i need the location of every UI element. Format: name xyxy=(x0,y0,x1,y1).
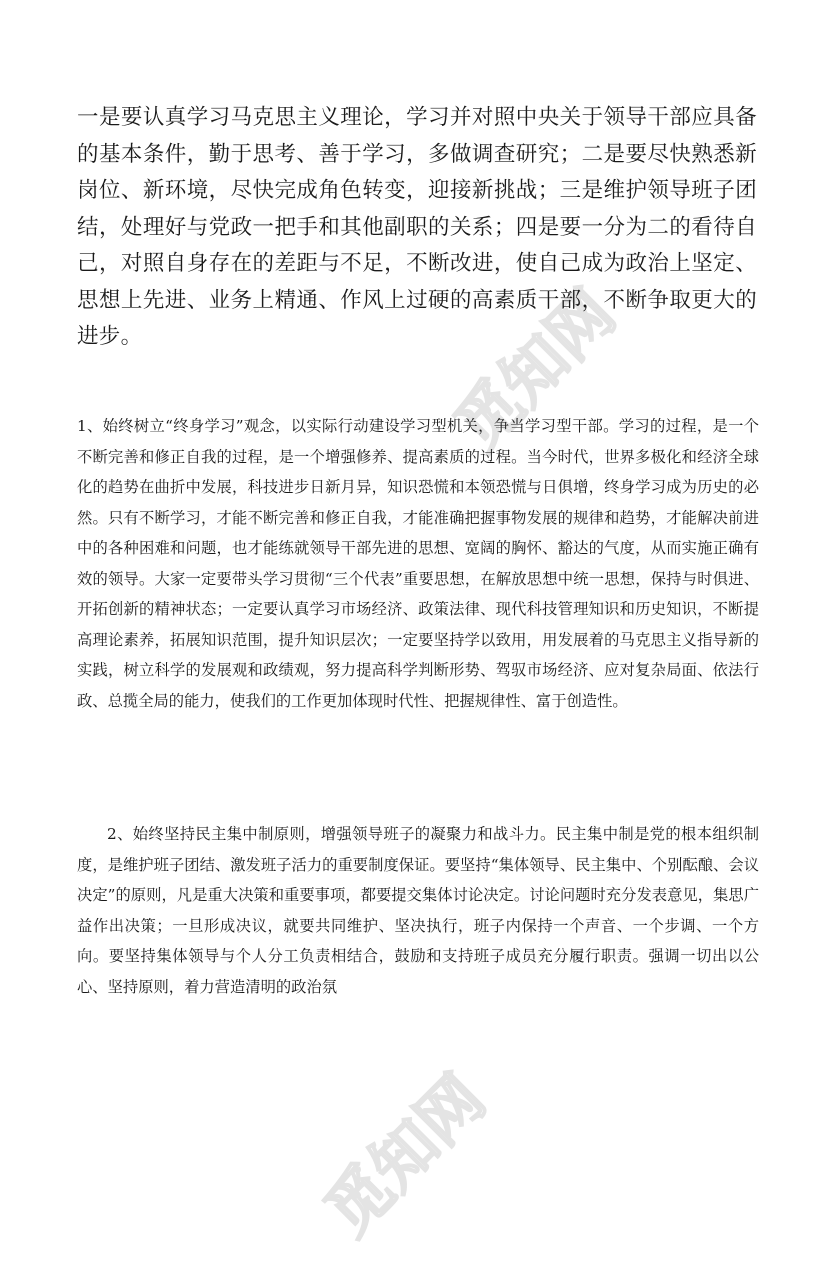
section-2-paragraph: 2、始终坚持民主集中制原则，增强领导班子的凝聚力和战斗力。民主集中制是党的根本组织制度，是维护班子团结、激发班子活力的重要制度保证。要坚持“集体领导、民主集中、个别酝酿、会议决定”的原则，凡是重大决策和重要事项，都要提交集体讨论决定。讨论问题时充分发表意见，集思广益作出决策；一旦形成决议，就要共同维护、坚决执行，班子内保持一个声音、一个步调、一个方向。要坚持集体领导与个人分工负责相结合，鼓励和支持班子成员充分履行职责。强调一切出以公心、坚持原则，着力营造清明的政治氛 xyxy=(77,825,759,996)
intro-paragraph: 一是要认真学习马克思主义理论，学习并对照中央关于领导干部应具备的基本条件，勤于思考、善于学习，多做调查研究；二是要尽快熟悉新岗位、新环境，尽快完成角色转变，迎接新挑战；三是维护领导班子团结，处理好与党政一把手和其他副职的关系；四是要一分为二的看待自己，对照自身存在的差距与不足，不断改进，使自己成为政治上坚定、思想上先进、业务上精通、作风上过硬的高素质干部，不断争取更大的进步。 xyxy=(77,105,757,349)
watermark-text: 觅知网 xyxy=(311,1061,500,1250)
section-1-paragraph: 1、始终树立“终身学习”观念，以实际行动建设学习型机关，争当学习型干部。学习的过程，是一个不断完善和修正自我的过程，是一个增强修养、提高素质的过程。当今时代，世界多极化和经济全球化的趋势在曲折中发展，科技进步日新月异，知识恐慌和本领恐慌与日俱增，终身学习成为历史的必然。只有不断学习，才能不断完善和修正自我，才能准确把握事物发展的规律和趋势，才能解决前进中的各种困难和问题，也才能练就领导干部先进的思想、宽阔的胸怀、豁达的气度，从而实施正确有效的领导。大家一定要带头学习贯彻“三个代表”重要思想，在解放思想中统一思想，保持与时俱进、开拓创新的精神状态；一定要认真学习市场经济、政策法律、现代科技管理知识和历史知识，不断提高理论素养，拓展知识范围，提升知识层次；一定要坚持学以致用，用发展着的马克思主义指导新的实践，树立科学的发展观和政绩观，努力提高科学判断形势、驾驭市场经济、应对复杂局面、依法行政、总揽全局的能力，使我们的工作更加体现时代性、把握规律性、富于创造性。 xyxy=(77,417,759,710)
watermark-text: 觅知网 xyxy=(441,276,630,465)
watermark-bottom xyxy=(290,1040,530,1280)
